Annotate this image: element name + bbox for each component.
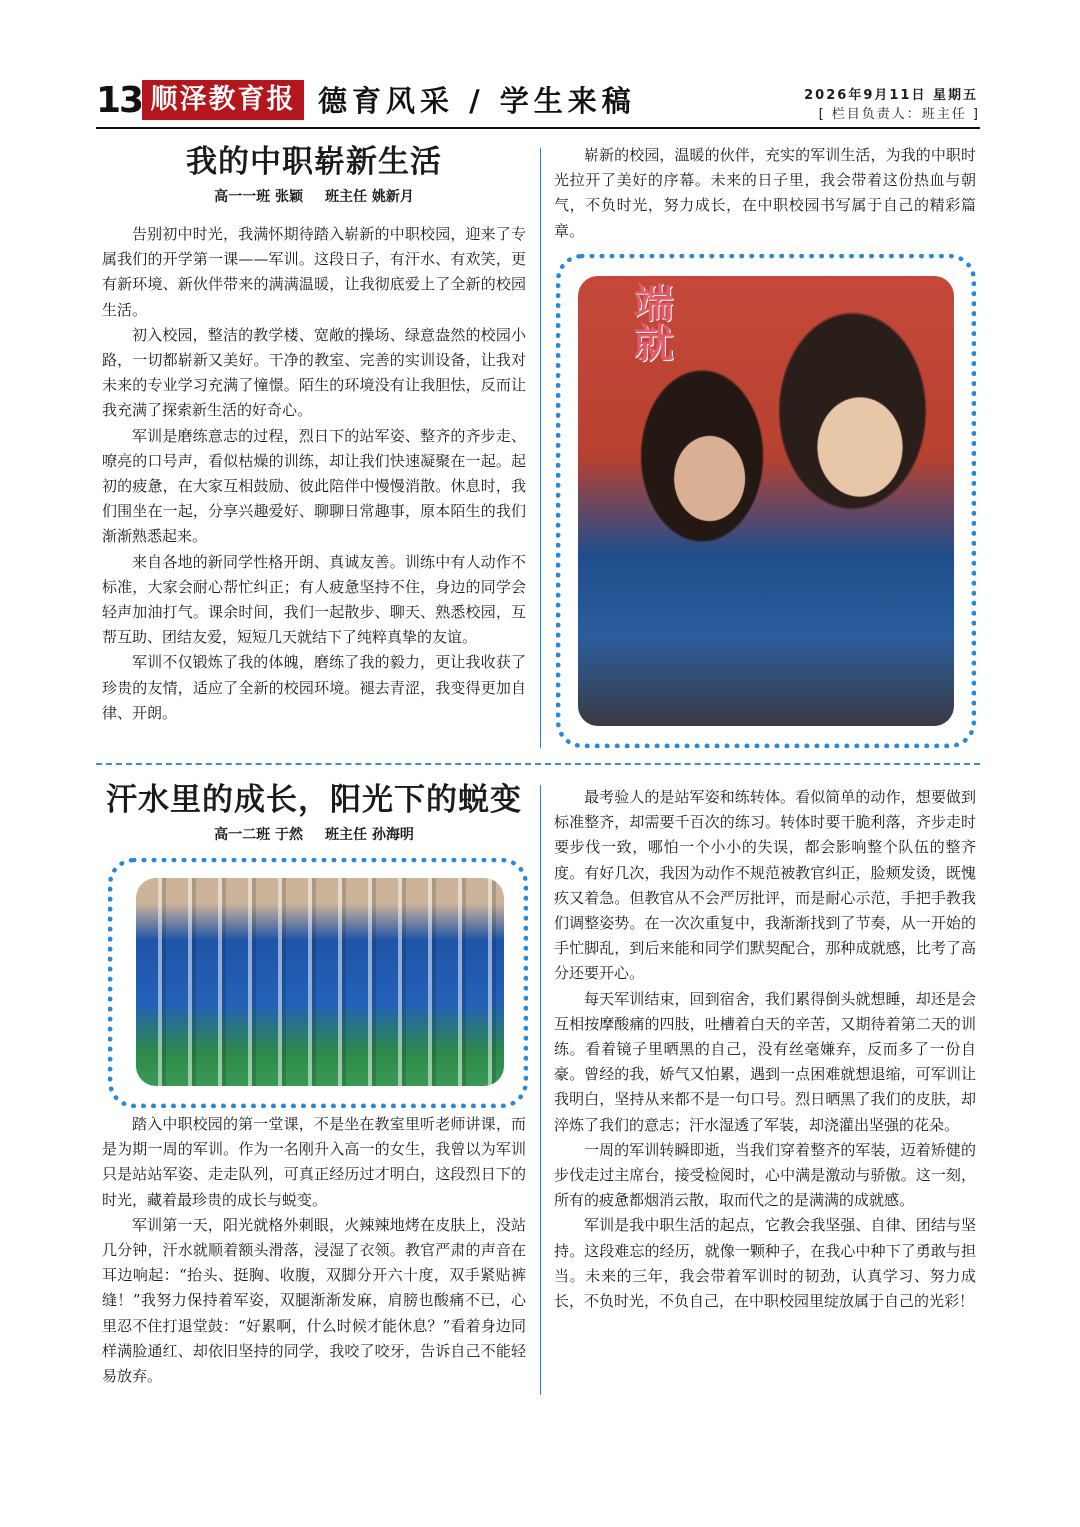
article1-teacher: 班主任 姚新月 xyxy=(325,189,414,205)
article2-left-text xyxy=(102,1112,526,1389)
article1-title: 我的中职崭新生活 xyxy=(186,144,442,180)
article2-teacher: 班主任 孙海明 xyxy=(325,827,414,843)
article1-paragraph: 崭新的校园，温暖的伙伴，充实的军训生活，为我的中职时光拉开了美好的序幕。未来的日子里，我会带着这份热血与朝气，不负时光，努力成长，在中职校园书写属于自己的精彩篇章。 xyxy=(554,146,976,240)
article2-right-column xyxy=(554,785,976,1314)
issue-date: 2026年9月11日 星期五 xyxy=(804,88,978,103)
photo1-wall-text: 端就 xyxy=(627,282,674,362)
article2-paragraph: 军训第一天，阳光就格外刺眼，火辣辣地烤在皮肤上，没站几分钟，汗水就顺着额头滑落，浸湿了衣领。教官严肃的声音在耳边响起：“抬头、挺胸、收腹，双脚分开六十度，双手紧贴裤缝！”我努力保持着军姿，双腿渐渐发麻，肩膀也酸痛不已，心里忍不住打退堂鼓：“好累啊，什么时候才能休息？”看着身边同样满脸通红、却依旧坚持的同学，我咬了咬牙，告诉自己不能轻易放弃。 xyxy=(102,1215,526,1386)
article2-paragraph: 一周的军训转瞬即逝，当我们穿着整齐的军装，迈着矫健的步伐走过主席台，接受检阅时，心中满是激动与骄傲。这一刻，所有的疲惫都烟消云散，取而代之的是满满的成就感。 xyxy=(554,1140,976,1210)
header-rule xyxy=(96,127,980,129)
article1-left-column xyxy=(102,140,526,726)
article1-byline xyxy=(102,186,526,208)
article1-right-column xyxy=(554,143,976,244)
article1-author: 高一一班 张颖 xyxy=(214,189,303,205)
column-divider-bottom xyxy=(540,785,541,1395)
page-number: 13 xyxy=(96,80,143,121)
article2-byline xyxy=(102,824,526,846)
article1-paragraph: 告别初中时光，我满怀期待踏入崭新的中职校园，迎来了专属我们的开学第一课——军训。这段日子，有汗水、有欢笑，更有新环境、新伙伴带来的满满温暖，让我彻底爱上了全新的校园生活。 xyxy=(102,225,526,319)
section-title: 德育风采 / 学生来稿 xyxy=(318,84,636,118)
article2-paragraph: 军训是我中职生活的起点，它教会我坚强、自律、团结与坚持。这段难忘的经历，就像一颗种子，在我心中种下了勇敢与担当。未来的三年，我会带着军训时的韧劲，认真学习、努力成长，不负时光，不负自己，在中职校园里绽放属于自己的光彩！ xyxy=(554,1216,976,1311)
article2-author: 高一二班 于然 xyxy=(214,827,303,843)
article1-paragraph: 来自各地的新同学性格开朗、真诚友善。训练中有人动作不标准，大家会耐心帮忙纠正；有人疲惫坚持不住，身边的同学会轻声加油打气。课余时间，我们一起散步、聊天、熟悉校园，互帮互助、团结友爱，短短几天就结下了纯粹真挚的友谊。 xyxy=(102,552,526,647)
article2-paragraph: 最考验人的是站军姿和练转体。看似简单的动作，想要做到标准整齐，却需要千百次的练习。转体时要干脆利落，齐步走时要步伐一致，哪怕一个小小的失误，都会影响整个队伍的整齐度。有好几次，我因为动作不规范被教官纠正，脸颊发烫，既愧疚又着急。但教官从不会严厉批评，而是耐心示范，手把手教我们调整姿势。在一次次重复中，我渐渐找到了节奏，从一开始的手忙脚乱，到后来能和同学们默契配合，那种成就感，比考了高分还要开心。 xyxy=(554,788,976,983)
article1-paragraph: 军训不仅锻炼了我的体魄，磨练了我的毅力，更让我收获了珍贵的友情，适应了全新的校园环境。褪去青涩，我变得更加自律、开朗。 xyxy=(102,653,526,722)
masthead xyxy=(0,0,1080,130)
article-separator xyxy=(96,763,980,765)
newspaper-logo: 顺泽教育报 xyxy=(142,80,304,120)
student-selfie-photo xyxy=(578,276,954,726)
article2-paragraph: 每天军训结束，回到宿舍，我们累得倒头就想睡，却还是会互相按摩酸痛的四肢，吐槽着白天的辛苦，又期待着第二天的训练。看着镜子里晒黑的自己，没有丝毫嫌弃，反而多了一份自豪。曾经的我，娇气又怕累，遇到一点困难就想退缩，可军训让我明白，坚持从来都不是一句口号。烈日晒黑了我们的皮肤，却淬炼了我们的意志；汗水湿透了军装，却浇灌出坚强的花朵。 xyxy=(554,989,976,1134)
article2-paragraph: 踏入中职校园的第一堂课，不是坐在教室里听老师讲课，而是为期一周的军训。作为一名刚升入高一的女生，我曾以为军训只是站站军姿、走走队列，可真正经历过才明白，这段烈日下的时光，藏着最珍贵的成长与蜕变。 xyxy=(102,1115,526,1209)
military-training-photo xyxy=(136,878,504,1086)
article1-paragraph: 初入校园，整洁的教学楼、宽敞的操场、绿意盎然的校园小路，一切都崭新又美好。干净的教室、完善的实训设备，让我对未来的专业学习充满了憧憬。陌生的环境没有让我胆怯，反而让我充满了探索新生活的好奇心。 xyxy=(102,325,526,420)
article1-paragraph: 军训是磨练意志的过程，烈日下的站军姿、整齐的齐步走、嘹亮的口号声，看似枯燥的训练，却让我们快速凝聚在一起。起初的疲惫，在大家互相鼓励、彼此陪伴中慢慢消散。休息时，我们围坐在一起，分享兴趣爱好、聊聊日常趣事，原本陌生的我们渐渐熟悉起来。 xyxy=(102,426,526,546)
column-divider-top xyxy=(540,148,541,748)
column-editor: [ 栏目负责人：班主任 ] xyxy=(818,107,980,122)
article2-title: 汗水里的成长，阳光下的蜕变 xyxy=(106,782,522,818)
article2-left-column xyxy=(102,778,526,860)
